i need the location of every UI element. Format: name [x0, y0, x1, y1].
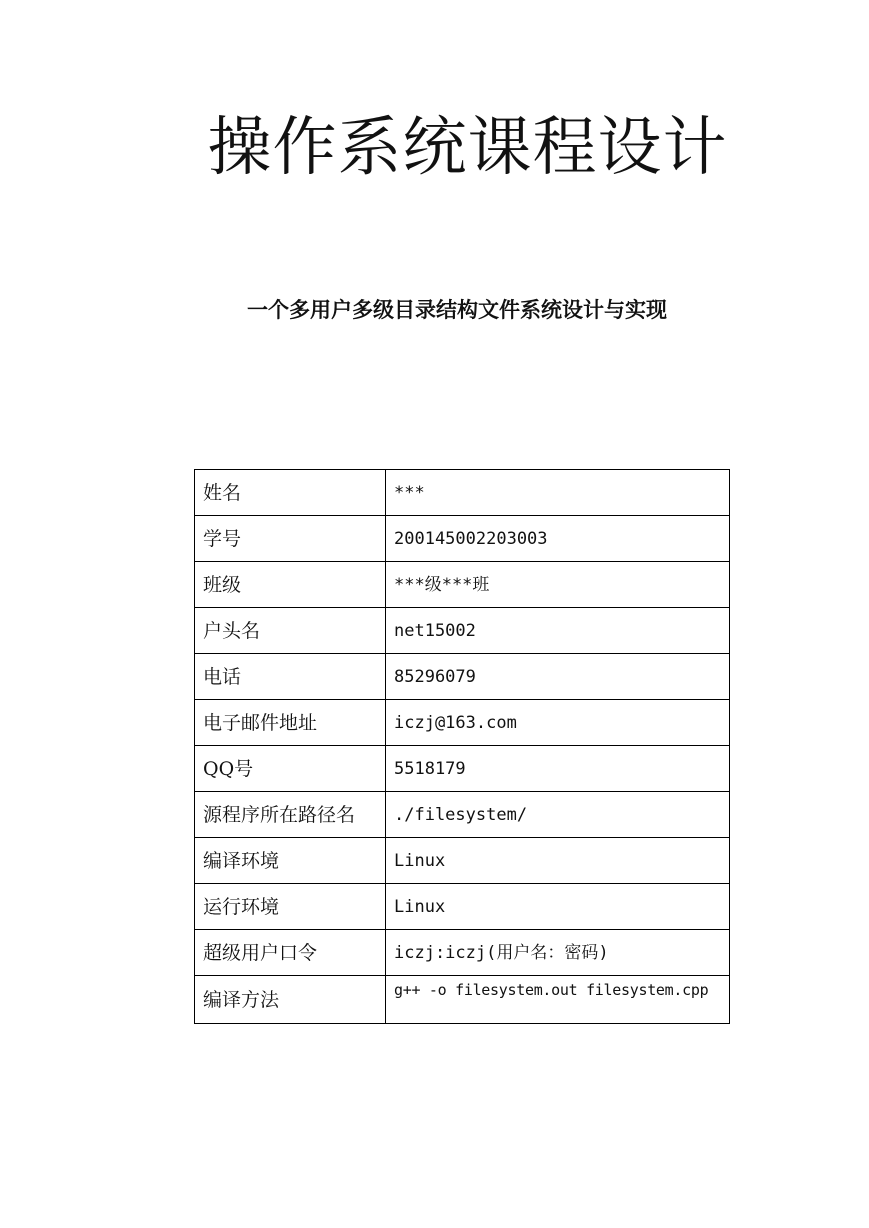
row-value: ***: [386, 470, 730, 516]
table-row-run-env: [195, 884, 730, 930]
row-value: ***级***班: [386, 562, 730, 608]
row-value: Linux: [386, 838, 730, 884]
row-value: 200145002203003: [386, 516, 730, 562]
row-value: 5518179: [386, 746, 730, 792]
row-label: 户头名: [195, 608, 386, 654]
row-label: 电子邮件地址: [195, 700, 386, 746]
row-label: 超级用户口令: [195, 930, 386, 976]
table-row-name: [195, 470, 730, 516]
row-label: 运行环境: [195, 884, 386, 930]
table-row-source-path: [195, 792, 730, 838]
row-label: 班级: [195, 562, 386, 608]
table-row-class: [195, 562, 730, 608]
student-info-table: [194, 469, 730, 1024]
table-row-phone: [195, 654, 730, 700]
table-row-account: [195, 608, 730, 654]
table-row-student-id: [195, 516, 730, 562]
row-value: ./filesystem/: [386, 792, 730, 838]
table-row-qq: [195, 746, 730, 792]
row-label: QQ号: [195, 746, 386, 792]
row-label: 编译方法: [195, 976, 386, 1024]
row-value: net15002: [386, 608, 730, 654]
page-title: 操作系统课程设计: [207, 111, 728, 185]
row-label: 编译环境: [195, 838, 386, 884]
table-row-build-method: [195, 976, 730, 1024]
row-value: iczj@163.com: [386, 700, 730, 746]
row-label: 学号: [195, 516, 386, 562]
row-label: 电话: [195, 654, 386, 700]
row-label: 源程序所在路径名: [195, 792, 386, 838]
table-row-build-env: [195, 838, 730, 884]
row-value: Linux: [386, 884, 730, 930]
row-label: 姓名: [195, 470, 386, 516]
table-row-email: [195, 700, 730, 746]
row-value: g++ -o filesystem.out filesystem.cpp: [386, 976, 730, 1024]
row-value: iczj:iczj(用户名：密码): [386, 930, 730, 976]
row-value: 85296079: [386, 654, 730, 700]
document-subtitle: 一个多用户多级目录结构文件系统设计与实现: [247, 297, 667, 322]
table-row-superuser: [195, 930, 730, 976]
